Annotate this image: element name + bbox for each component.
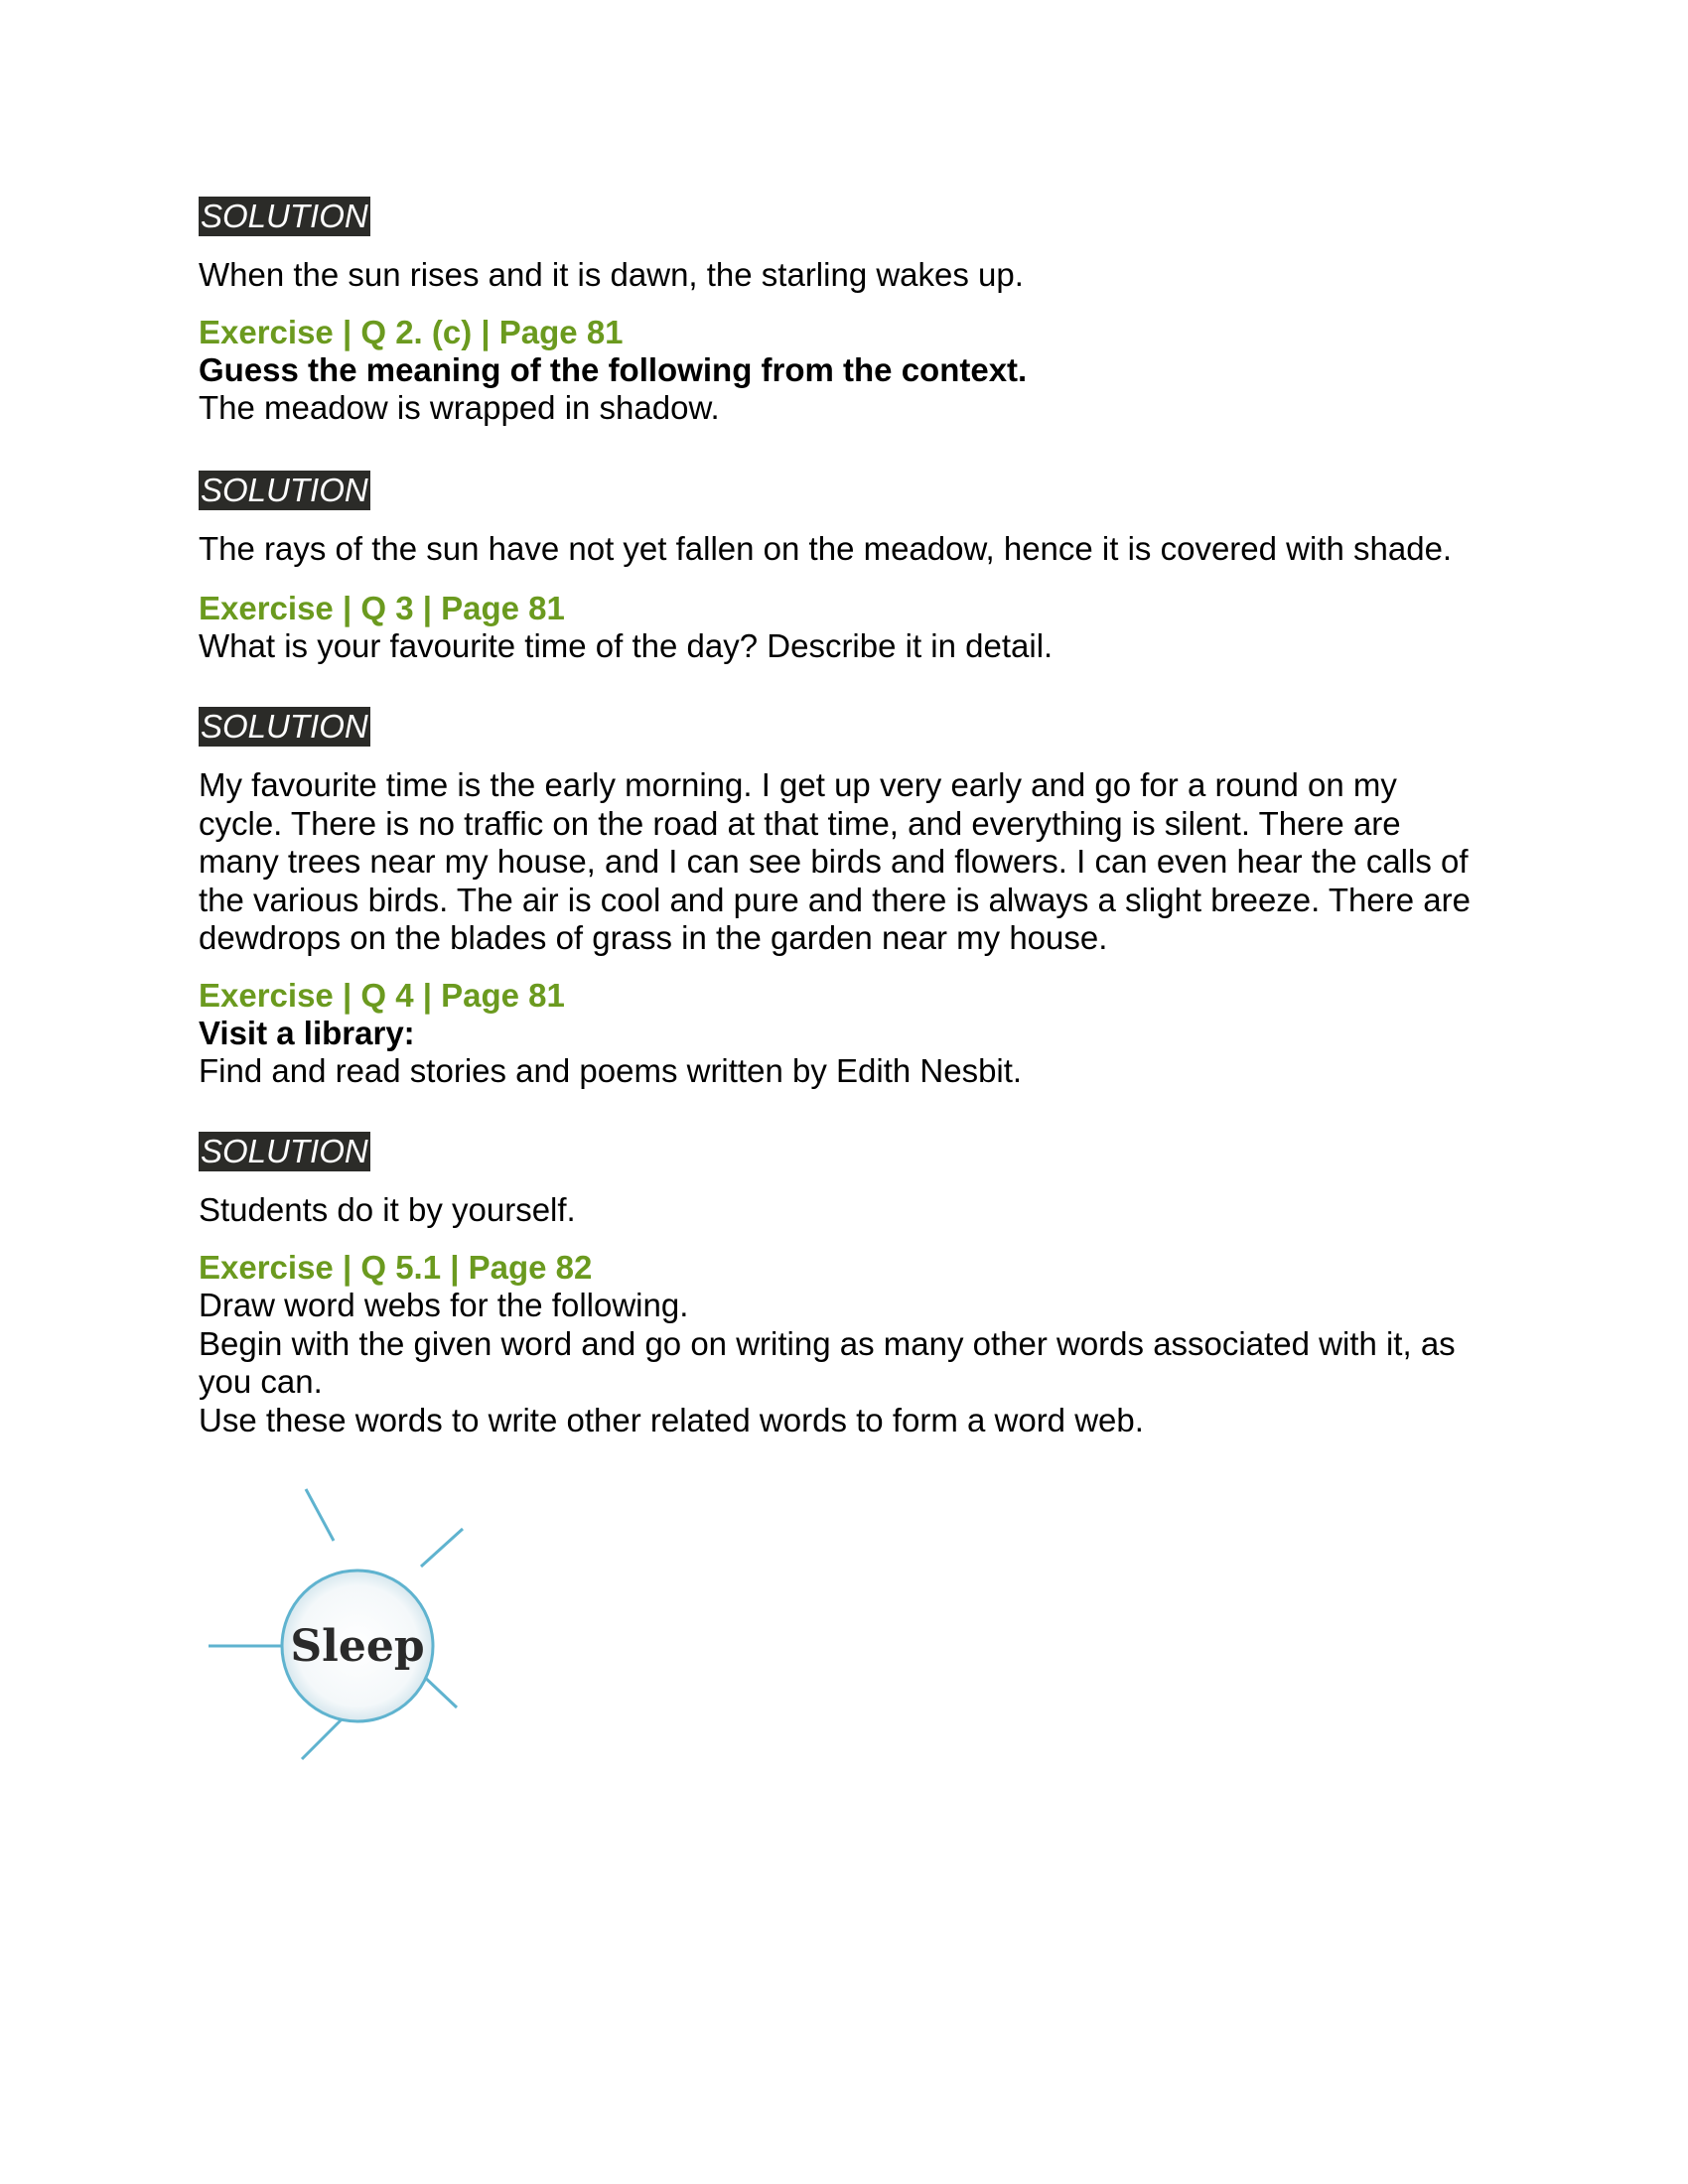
question-line: Begin with the given word and go on writing as many other words associated with it, as <box>199 1324 1456 1362</box>
solution-label: SOLUTION <box>201 198 368 234</box>
exercise-q5-1 <box>199 1249 1509 1439</box>
exercise-heading: Exercise | Q 2. (c) | Page 81 <box>199 314 624 350</box>
exercise-heading: Exercise | Q 5.1 | Page 82 <box>199 1249 593 1286</box>
solution-block-q2b <box>199 197 1509 236</box>
solution-label: SOLUTION <box>201 1133 368 1169</box>
answer-line: cycle. There is no traffic on the road at that time, and everything is silent. There are <box>199 804 1401 842</box>
answer-line: the various birds. The air is cool and pure and there is always a slight breeze. There are <box>199 881 1471 918</box>
solution-answer: Students do it by yourself. <box>199 1191 576 1228</box>
exercise-heading: Exercise | Q 4 | Page 81 <box>199 977 565 1014</box>
question-instruction: Guess the meaning of the following from the context. <box>199 351 1028 388</box>
question-prompt: What is your favourite time of the day? Describe it in detail. <box>199 627 1054 664</box>
solution-answer-paragraph <box>199 766 1509 958</box>
exercise-q3 <box>199 590 1509 666</box>
exercise-q4 <box>199 977 1509 1091</box>
question-instruction: Visit a library: <box>199 1015 415 1051</box>
exercise-heading: Exercise | Q 3 | Page 81 <box>199 590 565 626</box>
solution-label: SOLUTION <box>201 472 368 508</box>
question-line: you can. <box>199 1363 323 1400</box>
solution-answer: When the sun rises and it is dawn, the starling wakes up. <box>199 256 1024 293</box>
word-web-svg <box>199 1479 536 1777</box>
answer-line: My favourite time is the early morning. I get up very early and go for a round on my <box>199 766 1397 803</box>
answer-line: dewdrops on the blades of grass in the garden near my house. <box>199 919 1108 956</box>
solution-answer: The rays of the sun have not yet fallen on the meadow, hence it is covered with shade. <box>199 530 1453 567</box>
solution-label: SOLUTION <box>201 708 368 745</box>
word-web-diagram <box>199 1479 536 1777</box>
exercise-q2c <box>199 314 1509 428</box>
question-line: Draw word webs for the following. <box>199 1287 689 1323</box>
web-spoke <box>421 1529 463 1567</box>
web-center-word: Sleep <box>290 1621 425 1672</box>
question-line: Use these words to write other related words to form a word web. <box>199 1401 1144 1438</box>
question-prompt: The meadow is wrapped in shadow. <box>199 389 720 426</box>
web-spoke <box>306 1489 334 1541</box>
question-prompt: Find and read stories and poems written by Edith Nesbit. <box>199 1052 1023 1089</box>
answer-line: many trees near my house, and I can see birds and flowers. I can even hear the calls of <box>199 843 1469 880</box>
